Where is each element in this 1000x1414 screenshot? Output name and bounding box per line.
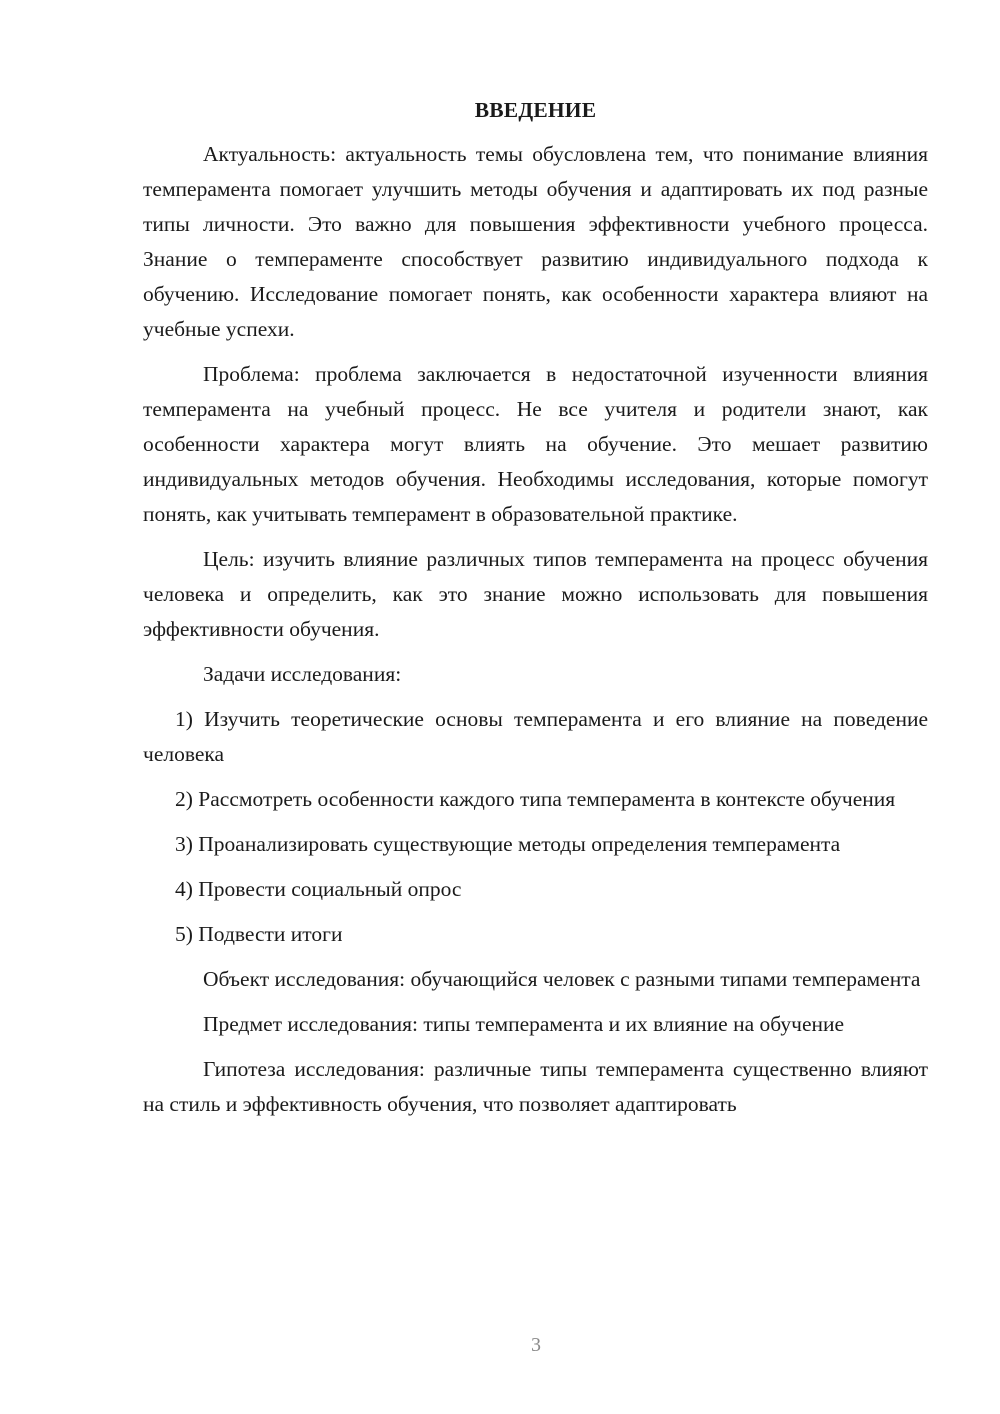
page-content: [143, 93, 928, 1122]
problem-paragraph: Проблема: проблема заключается в недостаточной изученности влияния темперамента на учебный процесс. Не все учителя и родители знают, как особенности характера могут влиять на обучение. Это мешает развитию индивидуальных методов обучения. Необходимы исследования, которые помогут понять, как учитывать темперамент в образовательной практике.: [143, 362, 928, 526]
hypothesis-paragraph: Гипотеза исследования: различные типы темперамента существенно влияют на стиль и эффективность обучения, что позволяет адаптировать: [143, 1057, 928, 1116]
task-item-1: 1) Изучить теоретические основы темперамента и его влияние на поведение человека: [143, 707, 928, 766]
task-item-5: 5) Подвести итоги: [175, 922, 343, 946]
task-item-4: 4) Провести социальный опрос: [175, 877, 462, 901]
task-item-3: 3) Проанализировать существующие методы определения темперамента: [175, 832, 841, 856]
subject-paragraph: Предмет исследования: типы темперамента и их влияние на обучение: [203, 1012, 845, 1036]
task-item-2: 2) Рассмотреть особенности каждого типа темперамента в контексте обучения: [175, 787, 896, 811]
tasks-heading: Задачи исследования:: [203, 662, 402, 686]
goal-paragraph: Цель: изучить влияние различных типов темперамента на процесс обучения человека и определить, как это знание можно использовать для повышения эффективности обучения.: [143, 547, 928, 641]
page-number: 3: [531, 1334, 541, 1356]
relevance-paragraph: Актуальность: актуальность темы обусловлена тем, что понимание влияния темперамента помогает улучшить методы обучения и адаптировать их под разные типы личности. Это важно для повышения эффективности учебного процесса. Знание о темпераменте способствует развитию индивидуального подхода к обучению. Исследование помогает понять, как особенности характера влияют на учебные успехи.: [143, 142, 928, 341]
object-paragraph: Объект исследования: обучающийся человек с разными типами темперамента: [203, 967, 921, 991]
page-title: ВВЕДЕНИЕ: [474, 98, 597, 122]
